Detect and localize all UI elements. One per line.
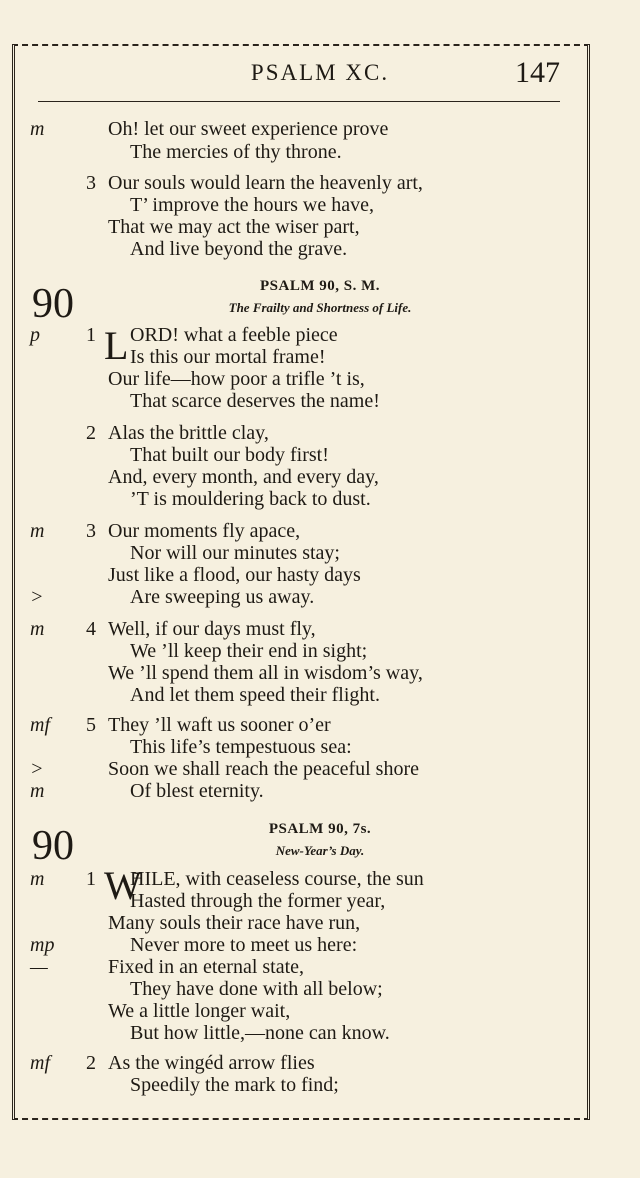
hymn-title: PSALM 90, S. M. bbox=[260, 278, 380, 294]
verse-line bbox=[0, 1022, 640, 1046]
verse-text: ’T is mouldering back to dust. bbox=[130, 488, 371, 510]
running-header: PSALM XC. bbox=[250, 60, 390, 85]
verse-number: 3 bbox=[86, 520, 96, 542]
verse-text: Well, if our days must fly, bbox=[108, 618, 316, 640]
dynamic-marking: mf bbox=[30, 714, 50, 736]
dynamic-marking: > bbox=[30, 758, 44, 780]
verse-line bbox=[0, 444, 640, 468]
verse-text: HILE, with ceaseless course, the sun bbox=[130, 868, 424, 890]
verse-line bbox=[0, 1000, 640, 1024]
verse-line bbox=[0, 868, 640, 892]
verse-line bbox=[0, 640, 640, 664]
verse-text: That scarce deserves the name! bbox=[130, 390, 380, 412]
dynamic-marking: m bbox=[30, 780, 45, 802]
verse-line bbox=[0, 1052, 640, 1076]
verse-text: Our moments fly apace, bbox=[108, 520, 301, 542]
verse-line bbox=[0, 758, 640, 782]
verse-line bbox=[0, 956, 640, 980]
verse-text: Speedily the mark to find; bbox=[130, 1074, 339, 1096]
verse-text: We ’ll spend them all in wisdom’s way, bbox=[108, 662, 423, 684]
verse-text: Of blest eternity. bbox=[130, 780, 264, 802]
verse-line bbox=[0, 324, 640, 348]
verse-text: Never more to meet us here: bbox=[130, 934, 358, 956]
verse-line bbox=[0, 662, 640, 686]
verse-text: Our souls would learn the heavenly art, bbox=[108, 172, 423, 194]
verse-line bbox=[0, 118, 640, 142]
verse-line bbox=[0, 714, 640, 738]
verse-text: Alas the brittle clay, bbox=[108, 422, 269, 444]
verse-line bbox=[0, 520, 640, 544]
verse-text: But how little,—none can know. bbox=[130, 1022, 390, 1044]
verse-text: They have done with all below; bbox=[130, 978, 383, 1000]
verse-number: 2 bbox=[86, 1052, 96, 1074]
page-number: 147 bbox=[515, 56, 560, 89]
hymn-number: 90 bbox=[32, 823, 74, 869]
verse-line bbox=[0, 978, 640, 1002]
verse-line bbox=[0, 216, 640, 240]
verse-text: That built our body first! bbox=[130, 444, 329, 466]
verse-line bbox=[0, 422, 640, 446]
verse-text: Many souls their race have run, bbox=[108, 912, 361, 934]
verse-line bbox=[0, 542, 640, 566]
verse-line bbox=[0, 890, 640, 914]
verse-number: 3 bbox=[86, 172, 96, 194]
verse-line bbox=[0, 736, 640, 760]
dynamic-marking: m bbox=[30, 618, 45, 640]
verse-line bbox=[0, 368, 640, 392]
verse-line bbox=[0, 586, 640, 610]
verse-number: 5 bbox=[86, 714, 96, 736]
dynamic-marking: m bbox=[30, 118, 45, 140]
verse-text: And, every month, and every day, bbox=[108, 466, 379, 488]
verse-text: Are sweeping us away. bbox=[130, 586, 315, 608]
dynamic-marking: p bbox=[30, 324, 40, 346]
verse-text: We a little longer wait, bbox=[108, 1000, 291, 1022]
verse-text: And let them speed their flight. bbox=[130, 684, 380, 706]
hymn-subtitle: The Frailty and Shortness of Life. bbox=[228, 300, 412, 315]
verse-line bbox=[0, 564, 640, 588]
verse-text: Nor will our minutes stay; bbox=[130, 542, 340, 564]
verse-line bbox=[0, 488, 640, 512]
verse-line bbox=[0, 141, 640, 165]
verse-text: Hasted through the former year, bbox=[130, 890, 386, 912]
verse-line bbox=[0, 194, 640, 218]
hymn-title: PSALM 90, 7s. bbox=[268, 821, 372, 837]
verse-text: The mercies of thy throne. bbox=[130, 141, 342, 163]
dynamic-marking: m bbox=[30, 868, 45, 890]
verse-number: 1 bbox=[86, 868, 96, 890]
drop-cap: W bbox=[104, 863, 142, 908]
verse-line bbox=[0, 780, 640, 804]
verse-text: They ’ll waft us sooner o’er bbox=[108, 714, 331, 736]
verse-line bbox=[0, 238, 640, 262]
verse-line bbox=[0, 466, 640, 490]
verse-number: 4 bbox=[86, 618, 96, 640]
verse-text: Oh! let our sweet experience prove bbox=[108, 118, 389, 140]
verse-number: 2 bbox=[86, 422, 96, 444]
verse-line bbox=[0, 390, 640, 414]
verse-text: ORD! what a feeble piece bbox=[130, 324, 338, 346]
verse-text: We ’ll keep their end in sight; bbox=[130, 640, 368, 662]
verse-text: Is this our mortal frame! bbox=[130, 346, 326, 368]
dynamic-marking: m bbox=[30, 520, 45, 542]
verse-text: That we may act the wiser part, bbox=[108, 216, 360, 238]
verse-text: And live beyond the grave. bbox=[130, 238, 348, 260]
verse-line bbox=[0, 934, 640, 958]
verse-text: Just like a flood, our hasty days bbox=[108, 564, 361, 586]
verse-line bbox=[0, 684, 640, 708]
hymn-subtitle: New-Year’s Day. bbox=[275, 843, 365, 858]
dynamic-marking: > bbox=[30, 586, 44, 608]
drop-cap: L bbox=[104, 323, 129, 368]
verse-text: T’ improve the hours we have, bbox=[130, 194, 374, 216]
verse-line bbox=[0, 346, 640, 370]
dynamic-marking: — bbox=[30, 956, 48, 978]
verse-text: As the wingéd arrow flies bbox=[108, 1052, 315, 1074]
dynamic-marking: mf bbox=[30, 1052, 50, 1074]
verse-text: This life’s tempestuous sea: bbox=[130, 736, 352, 758]
verse-line bbox=[0, 618, 640, 642]
verse-line bbox=[0, 172, 640, 196]
verse-line bbox=[0, 1074, 640, 1098]
header-rule bbox=[38, 101, 560, 102]
verse-line bbox=[0, 912, 640, 936]
verse-number: 1 bbox=[86, 324, 96, 346]
hymn-number: 90 bbox=[32, 281, 74, 327]
verse-text: Our life—how poor a trifle ’t is, bbox=[108, 368, 365, 390]
verse-text: Fixed in an eternal state, bbox=[108, 956, 305, 978]
dynamic-marking: mp bbox=[30, 934, 55, 956]
verse-text: Soon we shall reach the peaceful shore bbox=[108, 758, 419, 780]
